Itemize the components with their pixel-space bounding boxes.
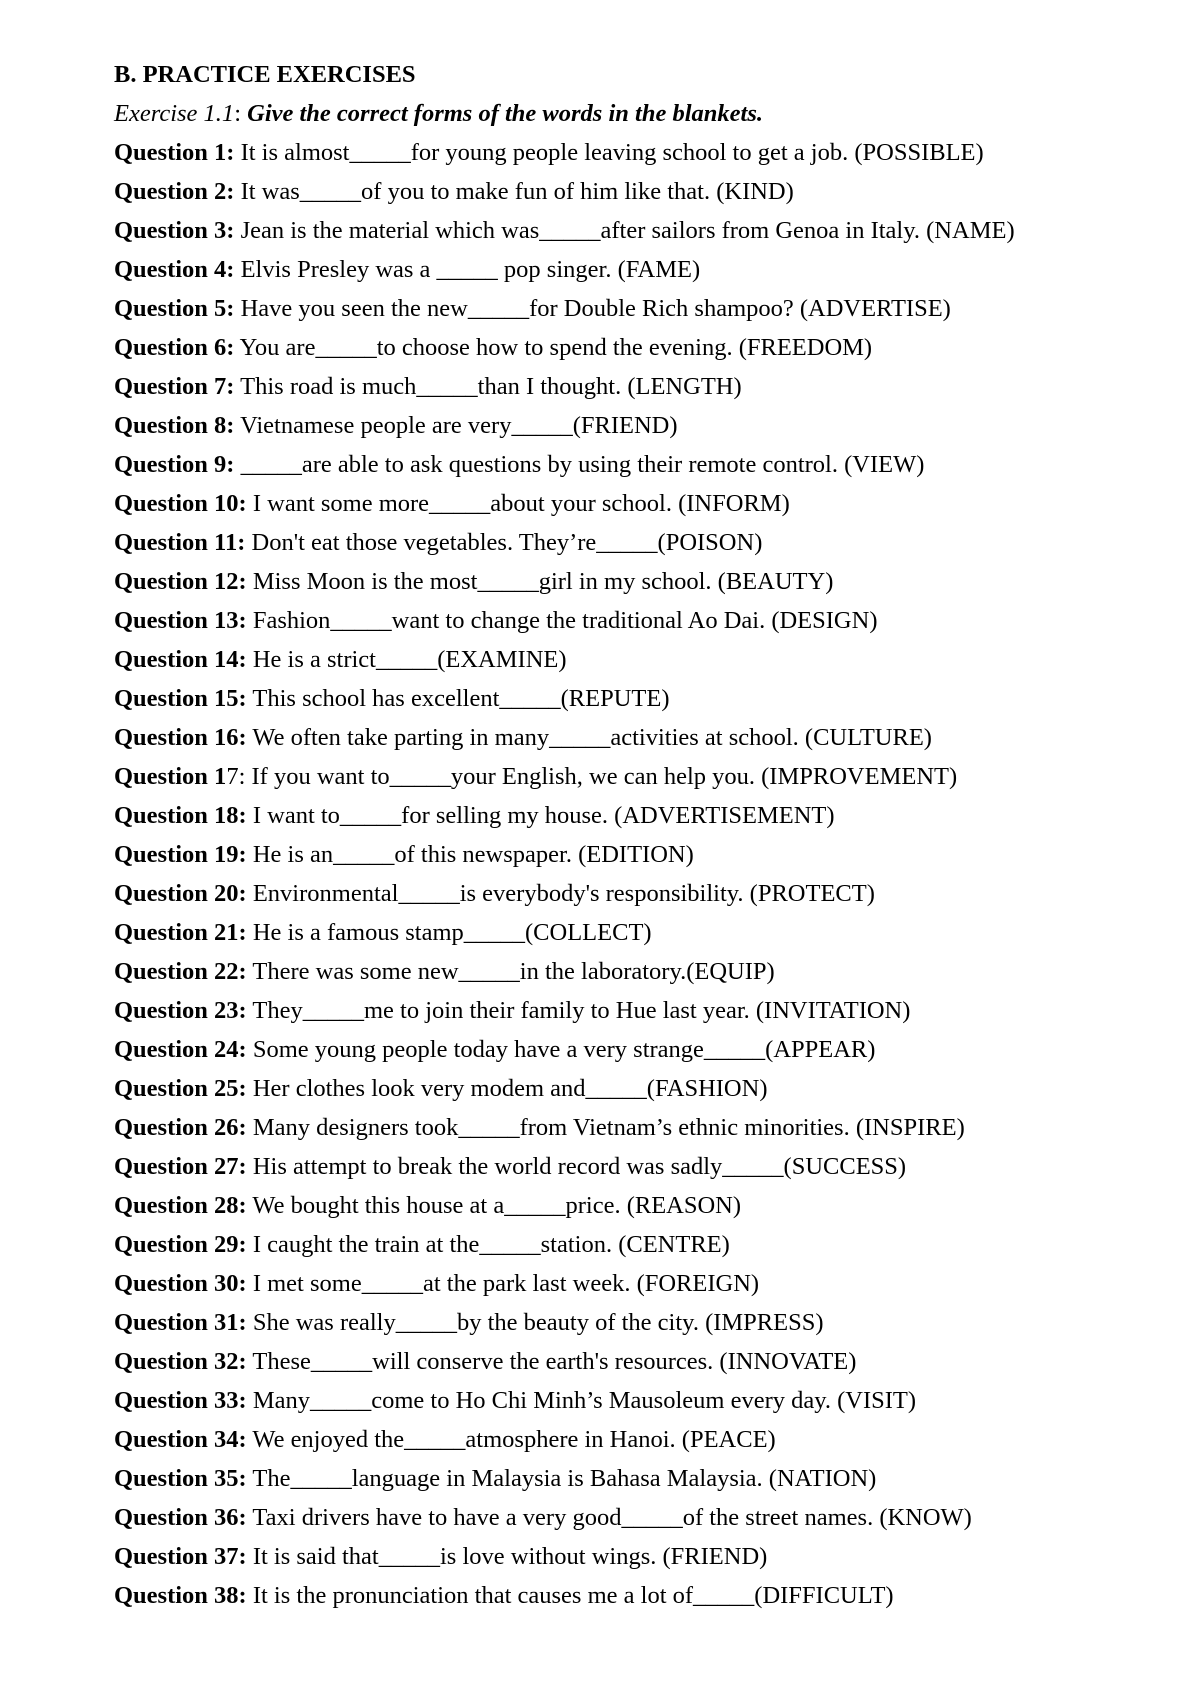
question-label: Question 1: <box>114 139 235 166</box>
question-item <box>114 952 1114 991</box>
question-text: She was really_____by the beauty of the city. (IMPRESS) <box>246 1309 824 1336</box>
question-label: Question 19: <box>114 841 247 868</box>
question-item <box>114 133 1114 172</box>
question-text: This road is much_____than I thought. (LENGTH) <box>234 373 742 400</box>
question-label: Question 1 <box>114 763 227 790</box>
question-text: We enjoyed the_____atmosphere in Hanoi. (PEACE) <box>246 1426 776 1453</box>
question-label: Question 2: <box>114 178 235 205</box>
question-text: Vietnamese people are very_____(FRIEND) <box>234 412 678 439</box>
question-text: This school has excellent_____(REPUTE) <box>246 685 670 712</box>
question-item <box>114 796 1114 835</box>
question-item <box>114 367 1114 406</box>
question-item <box>114 1381 1114 1420</box>
document-page <box>114 55 1114 1615</box>
question-item <box>114 679 1114 718</box>
question-item <box>114 484 1114 523</box>
question-item <box>114 601 1114 640</box>
question-item <box>114 1225 1114 1264</box>
question-text: The_____language in Malaysia is Bahasa Malaysia. (NATION) <box>246 1465 877 1492</box>
question-label: Question 33: <box>114 1387 247 1414</box>
question-label: Question 11: <box>114 529 246 556</box>
question-label: Question 27: <box>114 1153 247 1180</box>
question-item <box>114 835 1114 874</box>
question-text: I want to_____for selling my house. (ADVERTISEMENT) <box>246 802 835 829</box>
question-label: Question 36: <box>114 1504 247 1531</box>
exercise-instruction: Give the correct forms of the words in the blankets. <box>241 100 763 127</box>
question-label: Question 14: <box>114 646 247 673</box>
question-list <box>114 133 1114 1615</box>
question-item <box>114 1147 1114 1186</box>
question-text: I want some more_____about your school. (INFORM) <box>246 490 790 517</box>
question-item <box>114 1186 1114 1225</box>
question-label: Question 35: <box>114 1465 247 1492</box>
question-text: _____are able to ask questions by using their remote control. (VIEW) <box>234 451 925 478</box>
question-label: Question 10: <box>114 490 247 517</box>
question-item <box>114 1420 1114 1459</box>
question-label: Question 37: <box>114 1543 247 1570</box>
question-item <box>114 1498 1114 1537</box>
question-label: Question 18: <box>114 802 247 829</box>
question-item <box>114 523 1114 562</box>
question-text: His attempt to break the world record was sadly_____(SUCCESS) <box>246 1153 907 1180</box>
question-text: Have you seen the new_____for Double Rich shampoo? (ADVERTISE) <box>234 295 951 322</box>
question-item <box>114 406 1114 445</box>
question-item <box>114 640 1114 679</box>
question-text: We bought this house at a_____price. (REASON) <box>246 1192 742 1219</box>
question-text: They_____me to join their family to Hue last year. (INVITATION) <box>246 997 911 1024</box>
question-label: Question 5: <box>114 295 235 322</box>
question-text: It was_____of you to make fun of him like that. (KIND) <box>234 178 794 205</box>
exercise-separator: : <box>234 100 241 127</box>
question-label: Question 7: <box>114 373 235 400</box>
question-label: Question 32: <box>114 1348 247 1375</box>
question-item <box>114 1069 1114 1108</box>
question-item <box>114 1342 1114 1381</box>
question-text: Fashion_____want to change the traditional Ao Dai. (DESIGN) <box>246 607 878 634</box>
question-text: He is a famous stamp_____(COLLECT) <box>246 919 652 946</box>
question-text: Don't eat those vegetables. They’re_____(POISON) <box>245 529 763 556</box>
question-item <box>114 289 1114 328</box>
question-item <box>114 1537 1114 1576</box>
question-item <box>114 1030 1114 1069</box>
question-label: Question 6: <box>114 334 235 361</box>
question-item <box>114 250 1114 289</box>
question-label: Question 25: <box>114 1075 247 1102</box>
question-text: It is the pronunciation that causes me a lot of_____(DIFFICULT) <box>246 1582 894 1609</box>
question-item <box>114 718 1114 757</box>
question-item <box>114 1264 1114 1303</box>
question-text: You are_____to choose how to spend the evening. (FREEDOM) <box>234 334 873 361</box>
question-label: Question 8: <box>114 412 235 439</box>
question-label: Question 24: <box>114 1036 247 1063</box>
question-item <box>114 913 1114 952</box>
question-item <box>114 1576 1114 1615</box>
question-text: These_____will conserve the earth's resources. (INNOVATE) <box>246 1348 857 1375</box>
question-label: Question 3: <box>114 217 235 244</box>
question-label: Question 12: <box>114 568 247 595</box>
question-text: We often take parting in many_____activities at school. (CULTURE) <box>246 724 932 751</box>
question-label: Question 31: <box>114 1309 247 1336</box>
question-label: Question 29: <box>114 1231 247 1258</box>
question-text: There was some new_____in the laboratory.(EQUIP) <box>246 958 775 985</box>
question-text: It is said that_____is love without wings. (FRIEND) <box>246 1543 768 1570</box>
question-item <box>114 757 1114 796</box>
question-item <box>114 991 1114 1030</box>
question-item <box>114 874 1114 913</box>
question-label: Question 4: <box>114 256 235 283</box>
question-text: Elvis Presley was a _____ pop singer. (FAME) <box>234 256 701 283</box>
question-label: Question 20: <box>114 880 247 907</box>
question-item <box>114 445 1114 484</box>
question-label: Question 15: <box>114 685 247 712</box>
question-text: If you want to_____your English, we can help you. (IMPROVEMENT) <box>245 763 958 790</box>
question-label: Question 9: <box>114 451 235 478</box>
question-text: Environmental_____is everybody's responsibility. (PROTECT) <box>246 880 875 907</box>
question-text: Taxi drivers have to have a very good_____of the street names. (KNOW) <box>246 1504 972 1531</box>
question-label: Question 28: <box>114 1192 247 1219</box>
question-item <box>114 1303 1114 1342</box>
question-label: Question 23: <box>114 997 247 1024</box>
question-item <box>114 1459 1114 1498</box>
question-text: I met some_____at the park last week. (FOREIGN) <box>246 1270 760 1297</box>
exercise-heading <box>114 94 1114 133</box>
question-label: Question 26: <box>114 1114 247 1141</box>
question-text: I caught the train at the_____station. (CENTRE) <box>246 1231 730 1258</box>
question-text: Her clothes look very modem and_____(FASHION) <box>246 1075 768 1102</box>
exercise-label: Exercise 1.1 <box>114 100 235 127</box>
question-text: He is a strict_____(EXAMINE) <box>246 646 567 673</box>
question-label: Question 13: <box>114 607 247 634</box>
question-label: Question 16: <box>114 724 247 751</box>
question-item <box>114 1108 1114 1147</box>
question-text: Many_____come to Ho Chi Minh’s Mausoleum every day. (VISIT) <box>246 1387 917 1414</box>
question-text: He is an_____of this newspaper. (EDITION) <box>246 841 694 868</box>
question-item <box>114 211 1114 250</box>
question-item <box>114 172 1114 211</box>
question-label: Question 30: <box>114 1270 247 1297</box>
question-label: Question 22: <box>114 958 247 985</box>
question-text: Jean is the material which was_____after sailors from Genoa in Italy. (NAME) <box>234 217 1015 244</box>
question-item <box>114 328 1114 367</box>
question-item <box>114 562 1114 601</box>
question-text: Some young people today have a very strange_____(APPEAR) <box>246 1036 876 1063</box>
question-label: Question 21: <box>114 919 247 946</box>
question-label: Question 38: <box>114 1582 247 1609</box>
question-text: It is almost_____for young people leaving school to get a job. (POSSIBLE) <box>234 139 984 166</box>
question-text: Many designers took_____from Vietnam’s ethnic minorities. (INSPIRE) <box>246 1114 965 1141</box>
question-label: Question 34: <box>114 1426 247 1453</box>
question-text: Miss Moon is the most_____girl in my school. (BEAUTY) <box>246 568 834 595</box>
section-title: B. PRACTICE EXERCISES <box>114 61 416 88</box>
question-label-suffix: 7: <box>226 763 246 790</box>
